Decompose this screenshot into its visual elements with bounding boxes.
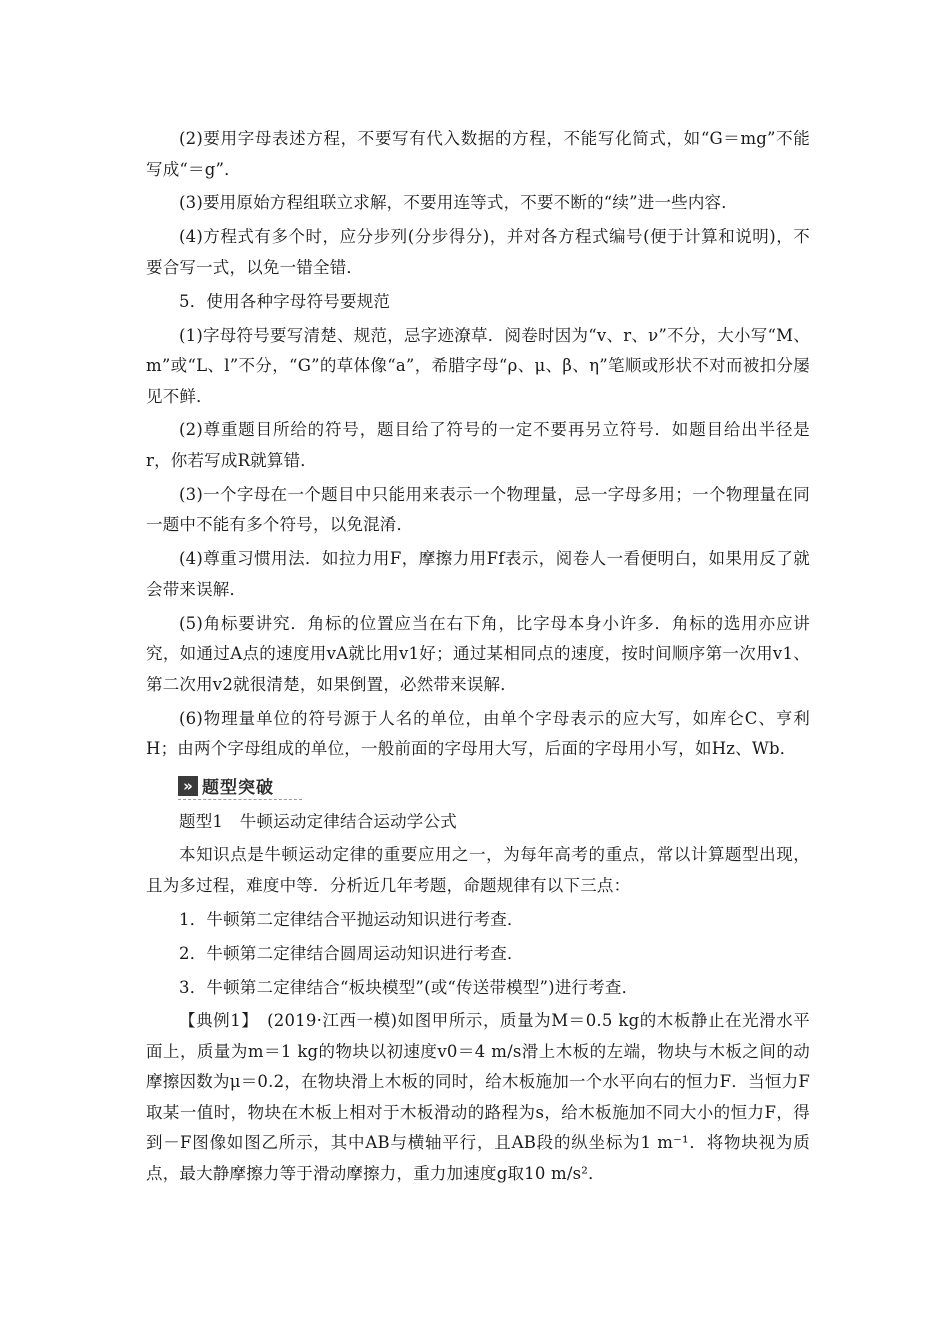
paragraph: (2)要用字母表述方程，不要写有代入数据的方程，不能写化简式，如“G＝mg”不能写成“＝g”． — [146, 129, 810, 179]
list-item: 2．牛顿第二定律结合圆周运动知识进行考查． — [179, 943, 524, 963]
double-chevron-right-icon: » — [178, 776, 198, 796]
paragraph: (1)字母符号要写清楚、规范，忌字迹潦草．阅卷时因为“v、r、ν”不分，大小写“M、m”或“L、l”不分，“G”的草体像“a”，希腊字母“ρ、μ、β、η”笔顺或形状不对而被扣分屡见不鲜． — [146, 325, 810, 406]
paragraph: 本知识点是牛顿运动定律的重要应用之一，为每年高考的重点，常以计算题型出现，且为多过程，难度中等．分析近几年考题，命题规律有以下三点： — [146, 845, 810, 895]
list-item: 3．牛顿第二定律结合“板块模型”(或“传送带模型”)进行考查． — [179, 977, 639, 997]
section-badge-label: 题型突破 — [202, 778, 274, 799]
section-badge — [162, 771, 810, 801]
paragraph: (6)物理量单位的符号源于人名的单位，由单个字母表示的应大写，如库仑C、亨利H；由两个字母组成的单位，一般前面的字母用大写，后面的字母用小写，如Hz、Wb． — [146, 708, 810, 759]
document-body — [146, 124, 810, 1193]
section-badge-box — [178, 773, 302, 799]
topic-title: 题型1 牛顿运动定律结合运动学公式 — [179, 811, 457, 831]
paragraph: (5)角标要讲究．角标的位置应当在右下角，比字母本身小许多．角标的选用亦应讲究，如通过A点的速度用vA就比用v1好；通过某相同点的速度，按时间顺序第一次用v1、第二次用v2就很清楚，如果倒置，必然带来误解． — [146, 613, 810, 694]
list-item: 1．牛顿第二定律结合平抛运动知识进行考查． — [179, 909, 524, 929]
section-heading: 5．使用各种字母符号要规范 — [179, 291, 391, 311]
paragraph: (2)尊重题目所给的符号，题目给了符号的一定不要再另立符号．如题目给出半径是r，你若写成R就算错． — [146, 420, 810, 470]
paragraph: (4)方程式有多个时，应分步列(分步得分)，并对各方程式编号(便于计算和说明)，不要合写一式，以免一错全错． — [146, 227, 810, 277]
section-badge-underline — [178, 799, 302, 800]
paragraph: (3)要用原始方程组联立求解，不要用连等式，不要不断的“续”进一些内容． — [179, 193, 738, 213]
example-problem: 【典例1】 (2019·江西一模)如图甲所示，质量为M＝0.5 kg的木板静止在光滑水平面上，质量为m＝1 kg的物块以初速度v0＝4 m/s滑上木板的左端，物块与木板之间的动摩擦因数为μ＝0.2，在物块滑上木板的同时，给木板施加一个水平向右的恒力F．当恒力F取某一值时，物块在木板上相对于木板滑动的路程为s，给木板施加不同大小的恒力F，得到－F图像如图乙所示，其中AB与横轴平行，且AB段的纵坐标为1 m⁻¹．将物块视为质点，最大静摩擦力等于滑动摩擦力，重力加速度g取10 m/s²． — [146, 1011, 810, 1183]
paragraph: (4)尊重习惯用法．如拉力用F，摩擦力用Ff表示，阅卷人一看便明白，如果用反了就会带来误解． — [146, 549, 810, 599]
paragraph: (3)一个字母在一个题目中只能用来表示一个物理量，忌一字母多用；一个物理量在同一题中不能有多个符号，以免混淆． — [146, 484, 810, 535]
